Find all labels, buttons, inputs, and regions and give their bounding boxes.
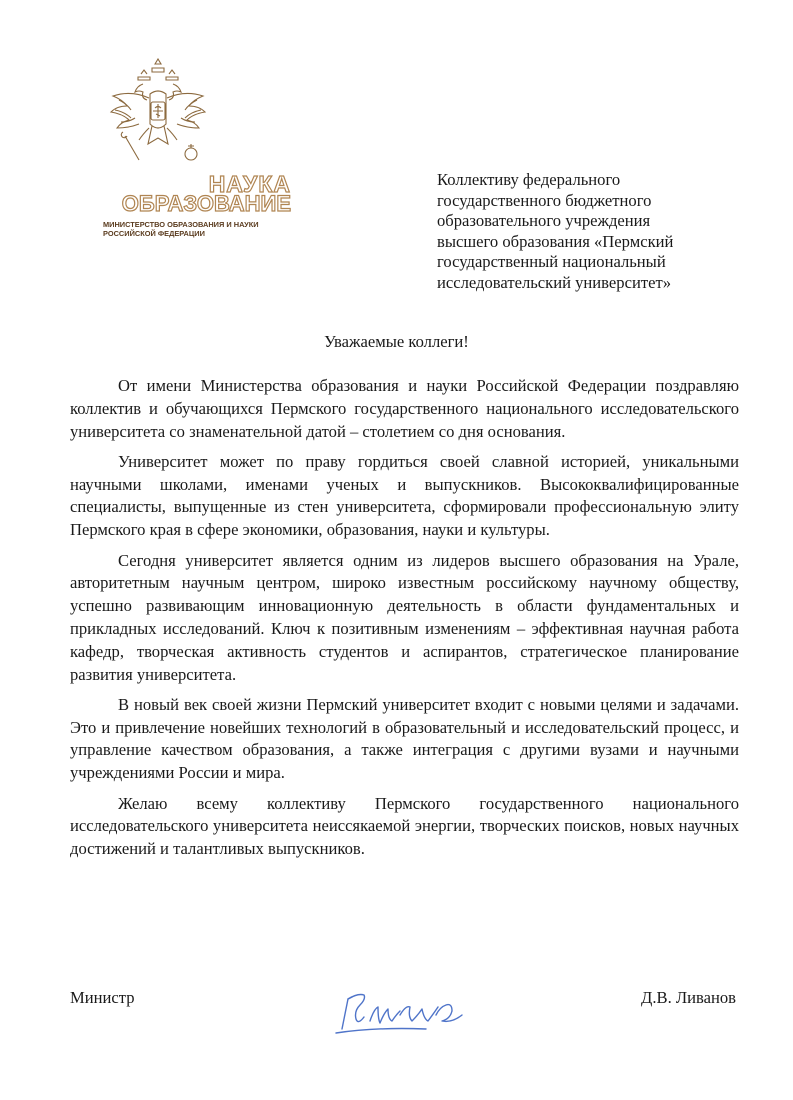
logo-line-science: НАУКА: [208, 171, 291, 197]
ministry-name-line2: РОССИЙСКОЙ ФЕДЕРАЦИИ: [103, 229, 205, 238]
double-headed-eagle-icon: [105, 58, 217, 188]
ministry-name: [103, 220, 293, 238]
ministry-letterhead: [100, 58, 300, 248]
addressee-line: высшего образования «Пермский: [437, 231, 674, 251]
addressee-line: образовательного учреждения: [437, 211, 651, 231]
salutation: Уважаемые коллеги!: [324, 332, 469, 351]
signatory-name: Д.В. Ливанов: [641, 988, 736, 1007]
addressee-line: Коллективу федерального: [437, 170, 621, 189]
signatory-title: Министр: [70, 988, 135, 1007]
body-paragraph: В новый век своей жизни Пермский университет входит с новыми целями и задачами. Это и привлечение новейших технологий в образовательный и исследовательский процесс, и управление качеством образования, а также интеграция с другими вузами и научными учреждениями России и мира.: [70, 694, 739, 783]
letter-body: [70, 375, 739, 868]
addressee-block: [437, 170, 747, 294]
addressee-line: государственный национальный: [437, 252, 666, 272]
logo-line-education: ОБРАЗОВАНИЕ: [121, 191, 291, 216]
body-paragraph: Университет может по праву гордиться своей славной историей, уникальными научными школами, именами ученых и выпускников. Высококвалифицированные специалисты, выпущенные из стен университета, сформировали профессиональную элиту Пермского края в сфере экономики, образования, науки и культуры.: [70, 451, 739, 540]
body-paragraph: Сегодня университет является одним из лидеров высшего образования на Урале, авторитетным научным центром, широко известным российскому научному обществу, успешно развивающим инновационную деятельность в области фундаментальных и прикладных исследований. Ключ к позитивным изменениям – эффективная научная работа кафедр, творческая активность студентов и аспирантов, стратегическое планирование развития университета.: [70, 550, 739, 684]
handwritten-signature: [330, 985, 500, 1045]
addressee-line: исследовательский университет»: [437, 272, 671, 292]
addressee-line: государственного бюджетного: [437, 190, 652, 210]
body-paragraph: Желаю всему коллективу Пермского государственного национального исследовательского университета неиссякаемой энергии, творческих поисков, новых научных достижений и талантливых выпускников.: [70, 793, 739, 859]
ministry-name-line1: МИНИСТЕРСТВО ОБРАЗОВАНИЯ И НАУКИ: [103, 220, 259, 229]
body-paragraph: От имени Министерства образования и науки Российской Федерации поздравляю коллектив и обучающихся Пермского государственного национального исследовательского университета со знаменательной датой – столетием со дня основания.: [70, 376, 739, 441]
